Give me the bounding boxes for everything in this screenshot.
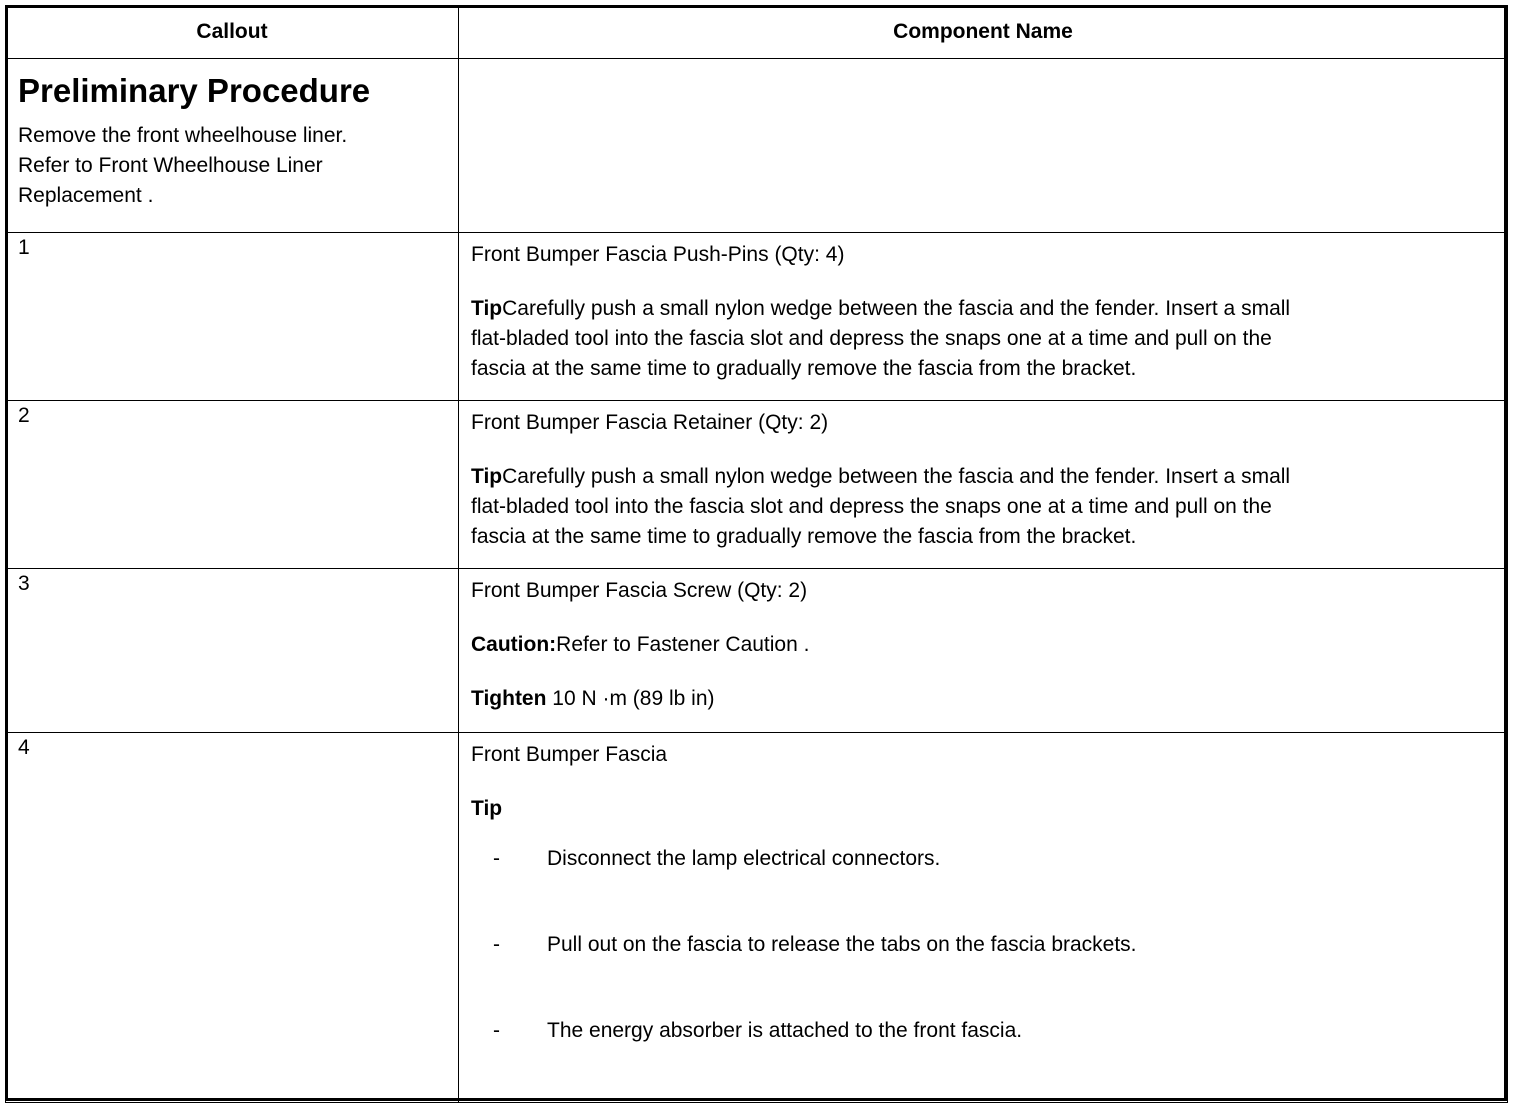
list-item (471, 1016, 1495, 1102)
tip-line (471, 294, 1495, 324)
tip-bullet-list (471, 844, 1495, 1102)
procedure-table (5, 5, 1508, 1103)
callout-header: Callout (6, 6, 459, 59)
component-name: Front Bumper Fascia (471, 743, 668, 766)
bullet-marker: - (493, 1019, 500, 1042)
preliminary-line: Refer to Front Wheelhouse Liner (18, 154, 323, 177)
component-cell (459, 233, 1508, 401)
bullet-text: Disconnect the lamp electrical connectors. (547, 847, 941, 870)
callout-number: 1 (6, 233, 459, 401)
list-item (471, 844, 1495, 930)
tip-label: Tip (471, 297, 503, 320)
callout-number: 2 (6, 401, 459, 569)
callout-number: 3 (6, 569, 459, 733)
tip-text: fascia at the same time to gradually remove the fascia from the bracket. (471, 357, 1137, 380)
component-cell (459, 401, 1508, 569)
bullet-marker: - (493, 933, 500, 956)
component-cell (459, 569, 1508, 733)
torque-value: 10 N ·m (89 lb in) (546, 687, 715, 710)
bullet-text: The energy absorber is attached to the front fascia. (547, 1019, 1023, 1042)
tip-text: fascia at the same time to gradually remove the fascia from the bracket. (471, 525, 1137, 548)
component-header: Component Name (459, 6, 1508, 59)
tip-label: Tip (471, 797, 503, 820)
table-header-row (6, 6, 1508, 59)
tip-line (471, 462, 1495, 492)
caution-label: Caution: (471, 633, 557, 656)
tip-text: Carefully push a small nylon wedge between the fascia and the fender. Insert a small (502, 297, 1291, 320)
tip-label: Tip (471, 465, 503, 488)
tighten-label: Tighten (471, 687, 547, 710)
table-row (6, 733, 1508, 1103)
tighten-line (471, 684, 1495, 714)
caution-text: Refer to Fastener Caution . (556, 633, 810, 656)
caution-line (471, 630, 1495, 660)
tip-text: flat-bladed tool into the fascia slot and depress the snaps one at a time and pull on the (471, 495, 1272, 518)
table-row (6, 401, 1508, 569)
preliminary-line: Replacement . (18, 184, 154, 207)
tip-text: Carefully push a small nylon wedge between the fascia and the fender. Insert a small (502, 465, 1291, 488)
callout-number: 4 (6, 733, 459, 1103)
preliminary-title: Preliminary Procedure (18, 72, 371, 109)
component-cell (459, 733, 1508, 1103)
preliminary-row (6, 59, 1508, 233)
table-row (6, 569, 1508, 733)
component-name: Front Bumper Fascia Push-Pins (Qty: 4) (471, 243, 845, 266)
tip-text: flat-bladed tool into the fascia slot and depress the snaps one at a time and pull on the (471, 327, 1272, 350)
preliminary-cell (6, 59, 459, 233)
component-name: Front Bumper Fascia Retainer (Qty: 2) (471, 411, 829, 434)
preliminary-line: Remove the front wheelhouse liner. (18, 124, 348, 147)
preliminary-text (18, 121, 446, 211)
table-row (6, 233, 1508, 401)
preliminary-empty-cell (459, 59, 1508, 233)
component-name: Front Bumper Fascia Screw (Qty: 2) (471, 579, 808, 602)
bullet-marker: - (493, 847, 500, 870)
list-item (471, 930, 1495, 1016)
bullet-text: Pull out on the fascia to release the tabs on the fascia brackets. (547, 933, 1137, 956)
